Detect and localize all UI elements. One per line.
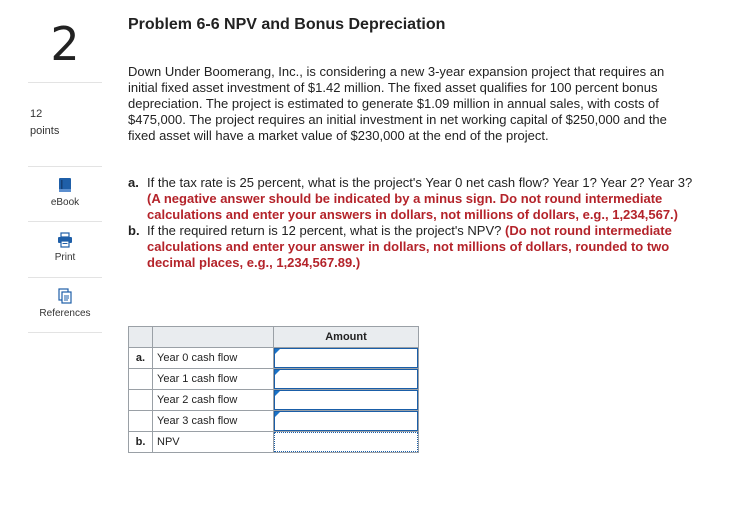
part-b-question: If the required return is 12 percent, what is the project's NPV? — [147, 223, 502, 238]
row-letter — [129, 411, 153, 432]
ebook-label: eBook — [50, 197, 80, 208]
references-label: References — [39, 308, 91, 319]
row-letter: b. — [129, 432, 153, 453]
part-a-question: If the tax rate is 25 percent, what is the project's Year 0 net cash flow? Year 1? Year 2? Year 3? — [147, 175, 693, 190]
year1-cell — [274, 369, 419, 390]
flag-icon — [275, 349, 280, 354]
year3-cash-flow-input[interactable] — [274, 411, 418, 431]
row-letter: a. — [129, 348, 153, 369]
table-row — [129, 369, 419, 390]
question-parts — [128, 175, 693, 271]
npv-cell — [274, 432, 419, 453]
header-blank-label — [153, 327, 274, 348]
part-a-letter: a. — [128, 175, 139, 190]
references-button[interactable] — [28, 277, 102, 333]
year2-cell — [274, 390, 419, 411]
flag-icon — [275, 412, 280, 417]
flag-icon — [275, 370, 280, 375]
references-icon — [57, 288, 73, 304]
row-label: NPV — [153, 432, 274, 453]
year0-cell — [274, 348, 419, 369]
question-number: 2 — [28, 12, 102, 83]
part-b-hint: (Do not round intermediate calculations and enter your answer in dollars, not millions of dollars, rounded to two decimal places, e.g., 1,234,567.89.) — [147, 223, 672, 270]
row-label: Year 3 cash flow — [153, 411, 274, 432]
question-sidebar — [28, 0, 102, 510]
book-icon — [57, 177, 73, 193]
answer-table-header-row — [129, 327, 419, 348]
year0-cash-flow-input[interactable] — [274, 348, 418, 368]
row-label: Year 1 cash flow — [153, 369, 274, 390]
year3-cell — [274, 411, 419, 432]
row-letter — [129, 369, 153, 390]
part-b — [128, 223, 693, 271]
part-a — [128, 175, 693, 223]
table-row — [129, 411, 419, 432]
row-letter — [129, 390, 153, 411]
amount-header: Amount — [274, 327, 419, 348]
ebook-button[interactable] — [28, 166, 102, 221]
answer-table — [128, 326, 419, 453]
flag-icon — [275, 391, 280, 396]
points-label: points — [30, 125, 60, 137]
row-label: Year 2 cash flow — [153, 390, 274, 411]
problem-title: Problem 6-6 NPV and Bonus Depreciation — [128, 16, 446, 33]
header-blank-letter — [129, 327, 153, 348]
print-label: Print — [54, 252, 76, 263]
printer-icon — [57, 232, 73, 248]
npv-input[interactable] — [274, 432, 418, 452]
print-button[interactable] — [28, 221, 102, 276]
year1-cash-flow-input[interactable] — [274, 369, 418, 389]
table-row — [129, 390, 419, 411]
table-row — [129, 348, 419, 369]
table-row — [129, 432, 419, 453]
problem-intro: Down Under Boomerang, Inc., is considering a new 3-year expansion project that requires an initial fixed asset investment of $1.42 million. The fixed asset qualifies for 100 percent bonus depreciation. The project is estimated to generate $1.09 million in annual sales, with costs of $475,000. The project requires an initial investment in net working capital of $250,000 and the fixed asset will have a market value of $230,000 at the end of the project. — [128, 64, 667, 143]
part-b-letter: b. — [128, 223, 140, 238]
part-a-hint: (A negative answer should be indicated by a minus sign. Do not round intermediate calculations and enter your answers in dollars, not millions of dollars, e.g., 1,234,567.) — [147, 191, 678, 222]
row-label: Year 0 cash flow — [153, 348, 274, 369]
points-value: 12 — [30, 108, 43, 120]
year2-cash-flow-input[interactable] — [274, 390, 418, 410]
